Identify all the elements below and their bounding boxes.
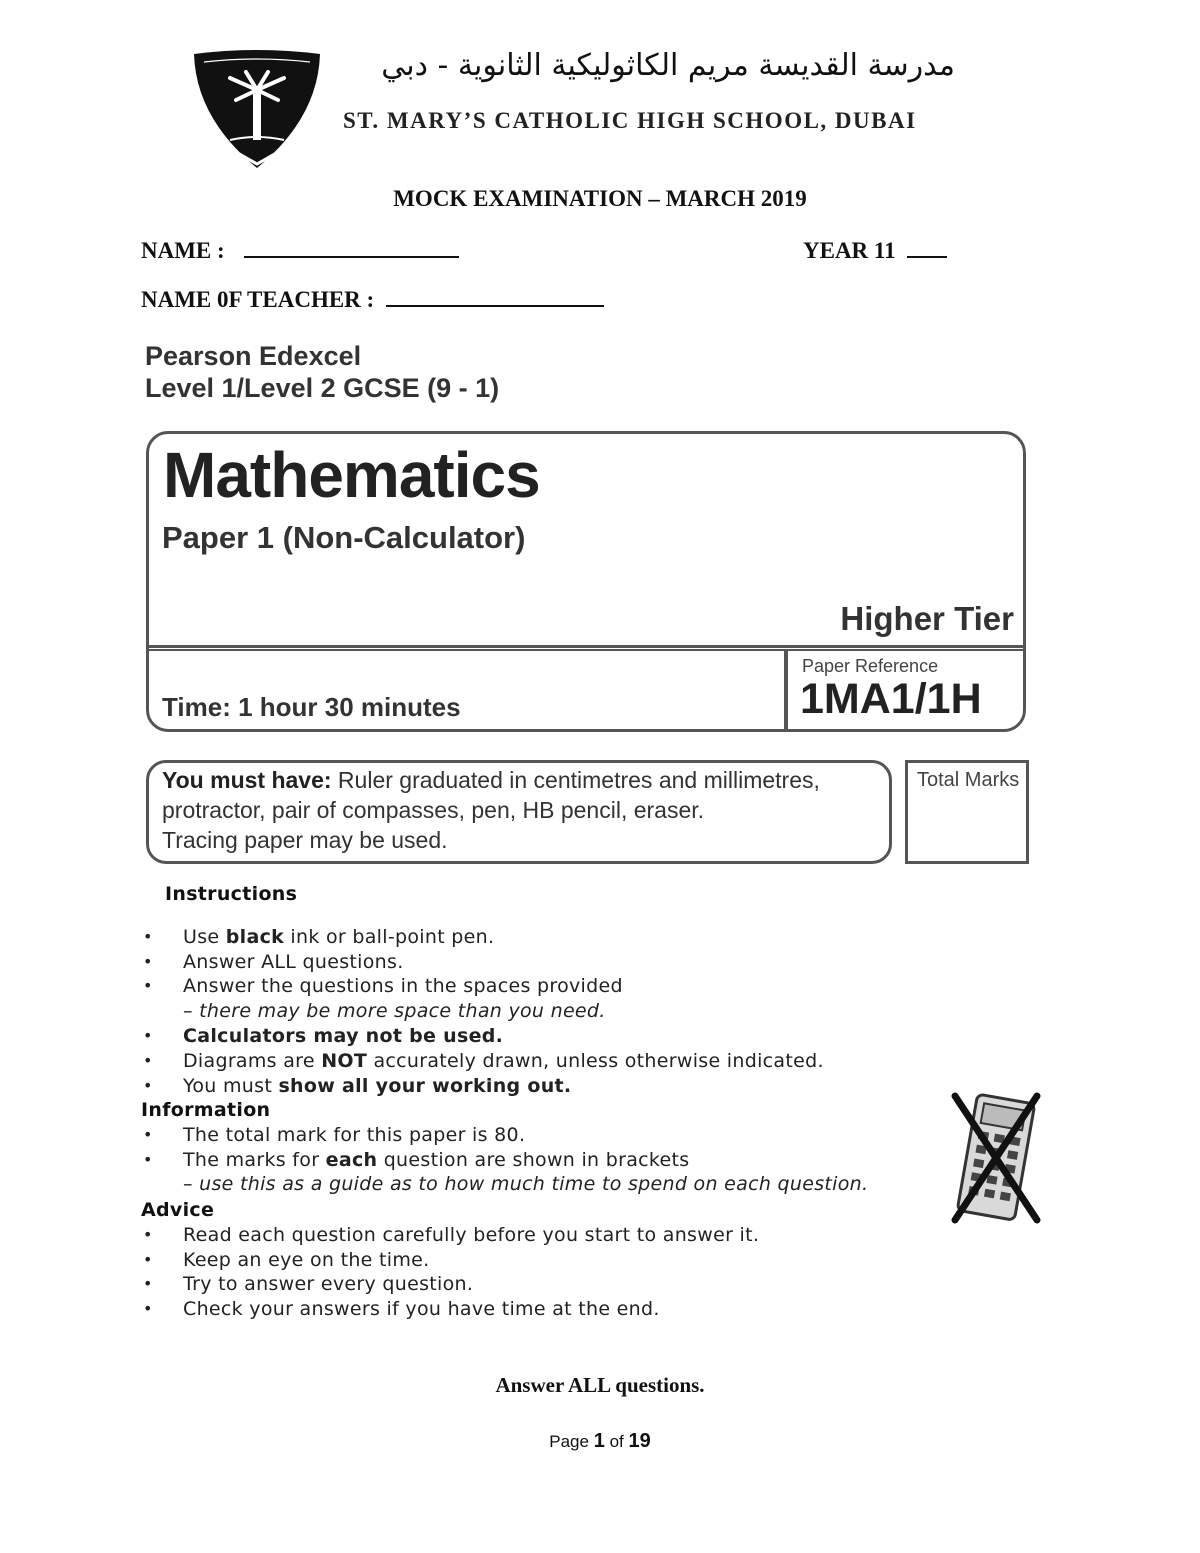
time-allowed: Time: 1 hour 30 minutes [162, 692, 461, 722]
teacher-name-field[interactable] [141, 287, 604, 313]
year-label: YEAR 11 [803, 238, 896, 263]
list-item-continuation: – use this as a guide as to how much time to spend on each question. [183, 1173, 869, 1195]
list-item-continuation: – there may be more space than you need. [183, 1000, 606, 1022]
must-have-label: You must have: [162, 767, 332, 793]
paper-reference-value: 1MA1/1H [800, 675, 982, 723]
exam-title: MOCK EXAMINATION – MARCH 2019 [393, 186, 807, 211]
list-item: • Answer the questions in the spaces provided [143, 975, 623, 997]
information-heading: Information [141, 1099, 271, 1121]
name-blank[interactable] [244, 238, 459, 258]
name-label: NAME : [141, 238, 225, 263]
school-crest-logo [190, 48, 324, 172]
school-name: ST. MARY’S CATHOLIC HIGH SCHOOL, DUBAI [343, 108, 917, 133]
list-item: • Diagrams are NOT accurately drawn, unless otherwise indicated. [143, 1050, 824, 1072]
answer-all-note: Answer ALL questions. [495, 1373, 705, 1397]
list-item: • The total mark for this paper is 80. [143, 1124, 526, 1146]
paper-reference-label: Paper Reference [802, 656, 939, 676]
paper-title: Paper 1 (Non-Calculator) [162, 520, 526, 555]
must-have-items: Ruler graduated in centimetres and millimetres, protractor, pair of compasses, pen, HB pencil, eraser. [162, 767, 820, 823]
requirements-text [162, 765, 882, 855]
no-calculator-icon [945, 1090, 1045, 1225]
total-marks-label: Total Marks [917, 769, 1020, 791]
instructions-heading: Instructions [165, 883, 298, 905]
list-item: • Read each question carefully before you start to answer it. [143, 1224, 760, 1246]
name-field[interactable] [141, 238, 459, 264]
reference-divider [784, 650, 788, 730]
list-item: • Answer ALL questions. [143, 951, 404, 973]
subject-divider [149, 645, 1024, 651]
list-item: • Use black ink or ball-point pen. [143, 926, 495, 948]
school-name-arabic: مدرسة القديسة مريم الكاثوليكية الثانوية - دبي [381, 48, 955, 83]
teacher-blank[interactable] [386, 287, 604, 307]
tier-label: Higher Tier [840, 600, 1014, 637]
exam-board [145, 340, 499, 404]
list-item: • Keep an eye on the time. [143, 1249, 430, 1271]
year-field[interactable] [803, 238, 947, 264]
teacher-label: NAME 0F TEACHER : [141, 287, 375, 312]
list-item: • The marks for each question are shown in brackets [143, 1149, 690, 1171]
page-number: Page 1 of 19 [549, 1430, 651, 1452]
list-item: • Check your answers if you have time at the end. [143, 1298, 660, 1320]
subject-title: Mathematics [163, 439, 540, 511]
advice-heading: Advice [141, 1199, 215, 1221]
list-item: • Calculators may not be used. [143, 1025, 504, 1047]
year-blank[interactable] [907, 238, 947, 258]
tracing-paper-note: Tracing paper may be used. [162, 827, 448, 853]
board-name: Pearson Edexcel [145, 341, 362, 371]
list-item: • Try to answer every question. [143, 1273, 474, 1295]
qualification-level: Level 1/Level 2 GCSE (9 - 1) [145, 373, 500, 403]
list-item: • You must show all your working out. [143, 1075, 572, 1097]
